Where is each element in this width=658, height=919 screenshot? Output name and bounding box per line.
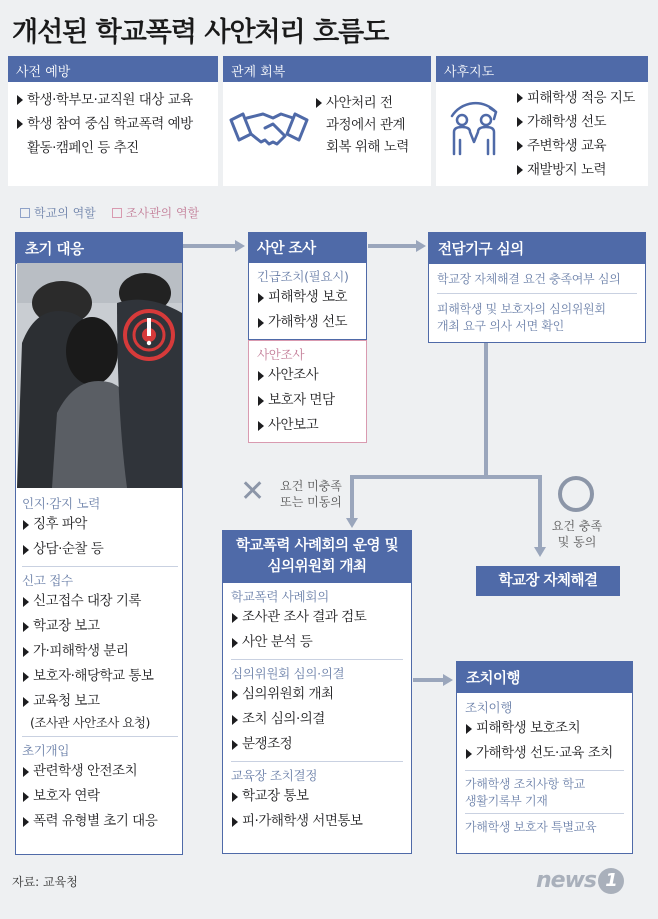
action-sec1-label: 조치이행 bbox=[465, 700, 513, 715]
committee-item: 사안 분석 등 bbox=[231, 630, 403, 655]
legend bbox=[20, 204, 199, 221]
followup-item: 주변학생 교육 bbox=[516, 134, 635, 158]
early-item: 가·피해학생 분리 bbox=[22, 639, 178, 664]
action-note1a: 가해학생 조치사항 학교 bbox=[465, 777, 585, 791]
investigation-head: 사안 조사 bbox=[248, 232, 367, 263]
early-item: 학교장 보고 bbox=[22, 614, 178, 639]
people-icon bbox=[438, 96, 510, 168]
arrow-early-to-investigation bbox=[183, 244, 235, 248]
legend-investigator: 조사관의 역할 bbox=[112, 204, 199, 221]
early-note: (조사관 사안조사 요청) bbox=[30, 715, 150, 730]
prevention-panel bbox=[8, 56, 218, 186]
early-sec3-label: 초기개입 bbox=[22, 743, 70, 758]
source-credit: 자료: 교육청 bbox=[12, 875, 78, 889]
committee-sec3-label: 교육장 조치결정 bbox=[231, 768, 318, 783]
handshake-icon bbox=[229, 104, 309, 154]
action-item: 가해학생 선도·교육 조치 bbox=[465, 741, 624, 766]
branch-left-down bbox=[350, 475, 354, 518]
legend-school: 학교의 역할 bbox=[20, 204, 96, 221]
action-item: 피해학생 보호조치 bbox=[465, 716, 624, 741]
action-note1b: 생활기록부 기재 bbox=[465, 794, 548, 808]
action-box bbox=[456, 661, 633, 854]
investigation-item: 보호자 면담 bbox=[257, 388, 358, 413]
committee-item: 분쟁조정 bbox=[231, 732, 403, 757]
early-item: 보호자·해당학교 통보 bbox=[22, 664, 178, 689]
followup-item: 가해학생 선도 bbox=[516, 110, 635, 134]
committee-head: 학교폭력 사례회의 운영 및 심의위원회 개최 bbox=[223, 531, 411, 583]
early-item: 교육청 보고 bbox=[22, 689, 178, 714]
committee-sec2-label: 심의위원회 심의·의결 bbox=[231, 666, 345, 681]
review-head: 전담기구 심의 bbox=[429, 233, 645, 264]
followup-panel bbox=[436, 56, 648, 186]
early-item: 상담·순찰 등 bbox=[22, 537, 178, 562]
committee-item: 심의위원회 개최 bbox=[231, 682, 403, 707]
arrow-head bbox=[443, 674, 453, 686]
o-mark bbox=[558, 476, 594, 512]
action-note2: 가해학생 보호자 특별교육 bbox=[465, 820, 597, 834]
committee-item: 학교장 통보 bbox=[231, 784, 403, 809]
x-mark: ✕ bbox=[240, 474, 266, 509]
followup-head: 사후지도 bbox=[436, 56, 648, 82]
investigation-box bbox=[248, 232, 367, 455]
restoration-item: 회복 위해 노력 bbox=[326, 139, 409, 155]
review-line2a: 피해학생 및 보호자의 심의위원회 bbox=[437, 302, 606, 316]
students-photo bbox=[17, 263, 182, 488]
news1-logo: news 1 bbox=[536, 868, 624, 894]
restoration-item: 사안처리 전 bbox=[315, 92, 409, 114]
prevention-item: 학생 참여 중심 학교폭력 예방 bbox=[16, 112, 210, 136]
committee-box bbox=[222, 530, 412, 854]
restoration-head: 관계 회복 bbox=[223, 56, 431, 82]
action-head: 조치이행 bbox=[457, 662, 632, 693]
x-label: 요건 미충족 또는 미동의 bbox=[280, 479, 342, 509]
committee-item: 조사관 조사 결과 검토 bbox=[231, 605, 403, 630]
o-label: 요건 충족 및 동의 bbox=[551, 519, 603, 549]
early-sec1-label: 인지·감지 노력 bbox=[22, 496, 100, 511]
early-item: 관련학생 안전조치 bbox=[22, 759, 178, 784]
restoration-panel bbox=[223, 56, 431, 186]
branch-right-down bbox=[538, 475, 542, 547]
early-item: 보호자 연락 bbox=[22, 784, 178, 809]
early-item: 징후 파악 bbox=[22, 512, 178, 537]
investigation-item: 사안보고 bbox=[257, 413, 358, 438]
followup-item: 재발방지 노력 bbox=[516, 158, 635, 182]
arrow-head bbox=[346, 518, 358, 528]
arrow-head bbox=[416, 240, 426, 252]
prevention-item: 활동·캠페인 등 추진 bbox=[27, 140, 139, 156]
self-resolve-box: 학교장 자체해결 bbox=[476, 566, 620, 596]
arrow-committee-to-action bbox=[413, 678, 443, 682]
early-sec2-label: 신고 접수 bbox=[22, 573, 73, 588]
investigation-item: 피해학생 보호 bbox=[257, 285, 358, 310]
arrow-head bbox=[534, 547, 546, 557]
prevention-head: 사전 예방 bbox=[8, 56, 218, 82]
investigation-item: 가해학생 선도 bbox=[257, 310, 358, 335]
review-box bbox=[428, 232, 646, 343]
page-title: 개선된 학교폭력 사안처리 흐름도 bbox=[12, 17, 389, 48]
committee-item: 피·가해학생 서면통보 bbox=[231, 809, 403, 834]
investigation-sec2-label: 사안조사 bbox=[257, 347, 305, 362]
arrow-investigation-to-review bbox=[368, 244, 416, 248]
followup-item: 피해학생 적응 지도 bbox=[516, 86, 635, 110]
review-line1: 학교장 자체해결 요건 충족여부 심의 bbox=[437, 272, 621, 286]
review-line2b: 개최 요구 의사 서면 확인 bbox=[437, 319, 564, 333]
branch-horizontal-line bbox=[350, 475, 542, 479]
review-down-line bbox=[484, 343, 488, 477]
restoration-item: 과정에서 관계 bbox=[326, 117, 406, 133]
prevention-item: 학생·학부모·교직원 대상 교육 bbox=[16, 88, 210, 112]
early-item: 폭력 유형별 초기 대응 bbox=[22, 809, 178, 834]
students-illustration bbox=[17, 263, 182, 488]
committee-item: 조치 심의·의결 bbox=[231, 707, 403, 732]
investigation-sec1-label: 긴급조치(필요시) bbox=[257, 269, 349, 284]
early-item: 신고접수 대장 기록 bbox=[22, 589, 178, 614]
early-response-head: 초기 대응 bbox=[16, 233, 182, 264]
investigation-item: 사안조사 bbox=[257, 363, 358, 388]
committee-sec1-label: 학교폭력 사례회의 bbox=[231, 589, 329, 604]
arrow-head bbox=[235, 240, 245, 252]
